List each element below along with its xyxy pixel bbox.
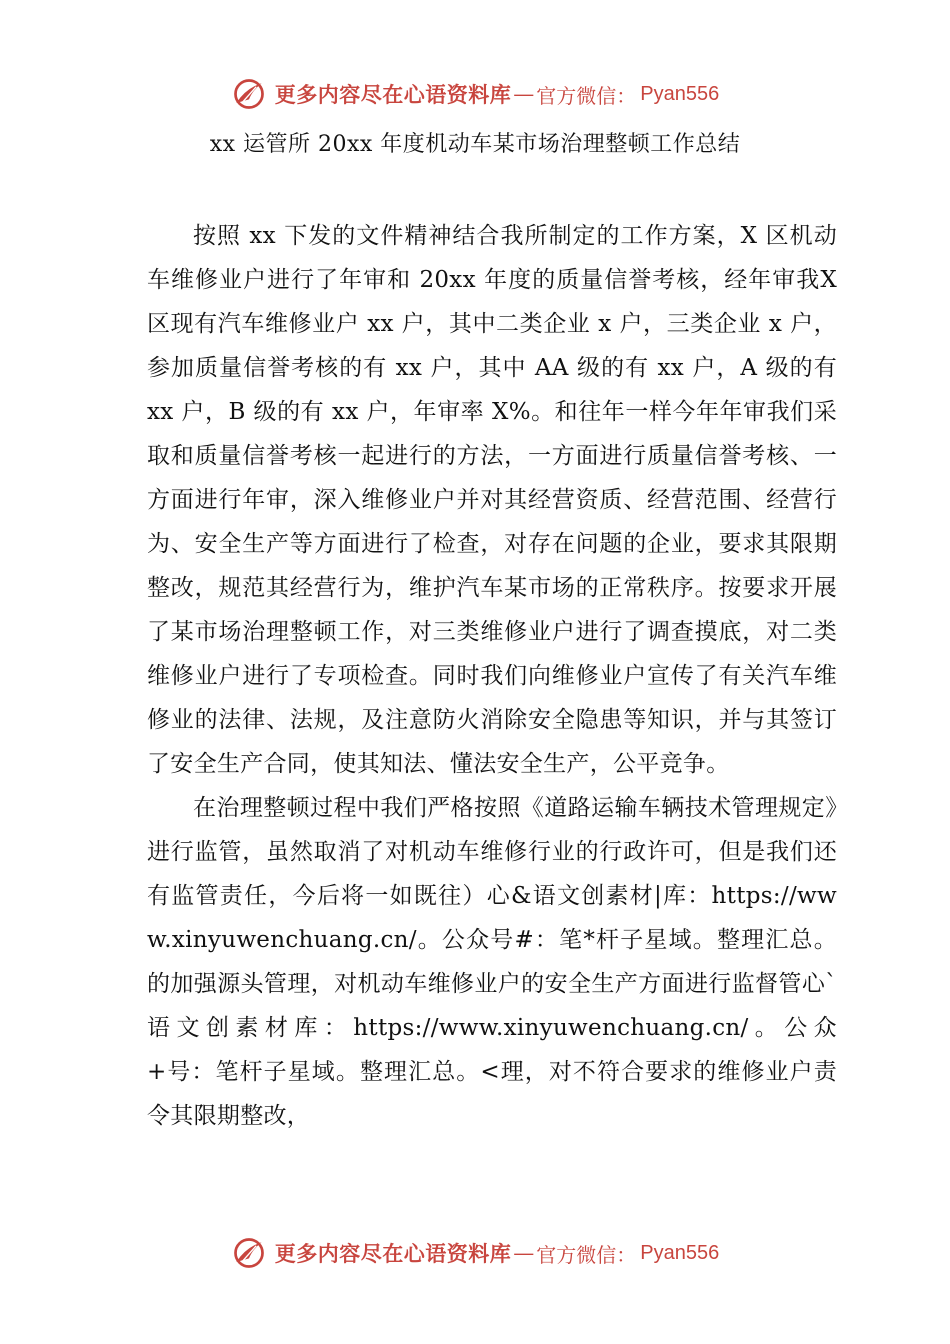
paragraph-2: 在治理整顿过程中我们严格按照《道路运输车辆技术管理规定》进行监管，虽然取消了对机动车维修行业的行政许可，但是我们还有监管责任，今后将一如既往）心&语文创素材|库：https://www.xinyuwenchuang.cn/。公众号#：笔*杆子星域。整理汇总。的加强源头管理，对机动车维修业户的安全生产方面进行监督管心`语文创素材库：https://www.xinyuwenchuang.cn/。公众+号：笔杆子星域。整理汇总。<理，对不符合要求的维修业户责令其限期整改，	[147, 795, 837, 1129]
banner-text: 更多内容尽在心语资料库	[274, 1241, 512, 1266]
banner-dash: —	[513, 82, 535, 106]
document-title: xx 运管所 20xx 年度机动车某市场治理整顿工作总结	[209, 132, 741, 157]
banner-dash: —	[513, 1241, 535, 1265]
header-watermark-banner	[0, 72, 950, 116]
banner-wechat-label: 官方微信：	[536, 1242, 637, 1267]
banner-wechat-id: Pyan556	[640, 1241, 720, 1264]
paragraph-1: 按照 xx 下发的文件精神结合我所制定的工作方案，X 区机动车维修业户进行了年审和 20xx 年度的质量信誉考核，经年审我X区现有汽车维修业户 xx 户，其中二类企业 x 户，三类企业 x 户，参加质量信誉考核的有 xx 户，其中 AA 级的有 xx 户，A 级的有 xx 户，B 级的有 xx 户，年审率 X%。和往年一样今年年审我们采取和质量信誉考核一起进行的方法，一方面进行质量信誉考核、一方面进行年审，深入维修业户并对其经营资质、经营范围、经营行为、安全生产等方面进行了检查，对存在问题的企业，要求其限期整改，规范其经营行为，维护汽车某市场的正常秩序。按要求开展了某市场治理整顿工作，对三类维修业户进行了调查摸底，对二类维修业户进行了专项检查。同时我们向维修业户宣传了有关汽车维修业的法律、法规，及注意防火消除安全隐患等知识，并与其签订了安全生产合同，使其知法、懂法安全生产，公平竞争。	[147, 223, 837, 777]
footer-watermark-banner	[0, 1231, 950, 1275]
banner-wechat-label: 官方微信：	[536, 83, 637, 108]
banner-wechat-id: Pyan556	[640, 82, 720, 105]
document-body	[147, 214, 837, 1138]
brand-logo-icon	[231, 1235, 267, 1271]
brand-logo-icon	[231, 76, 267, 112]
banner-text: 更多内容尽在心语资料库	[274, 82, 512, 107]
